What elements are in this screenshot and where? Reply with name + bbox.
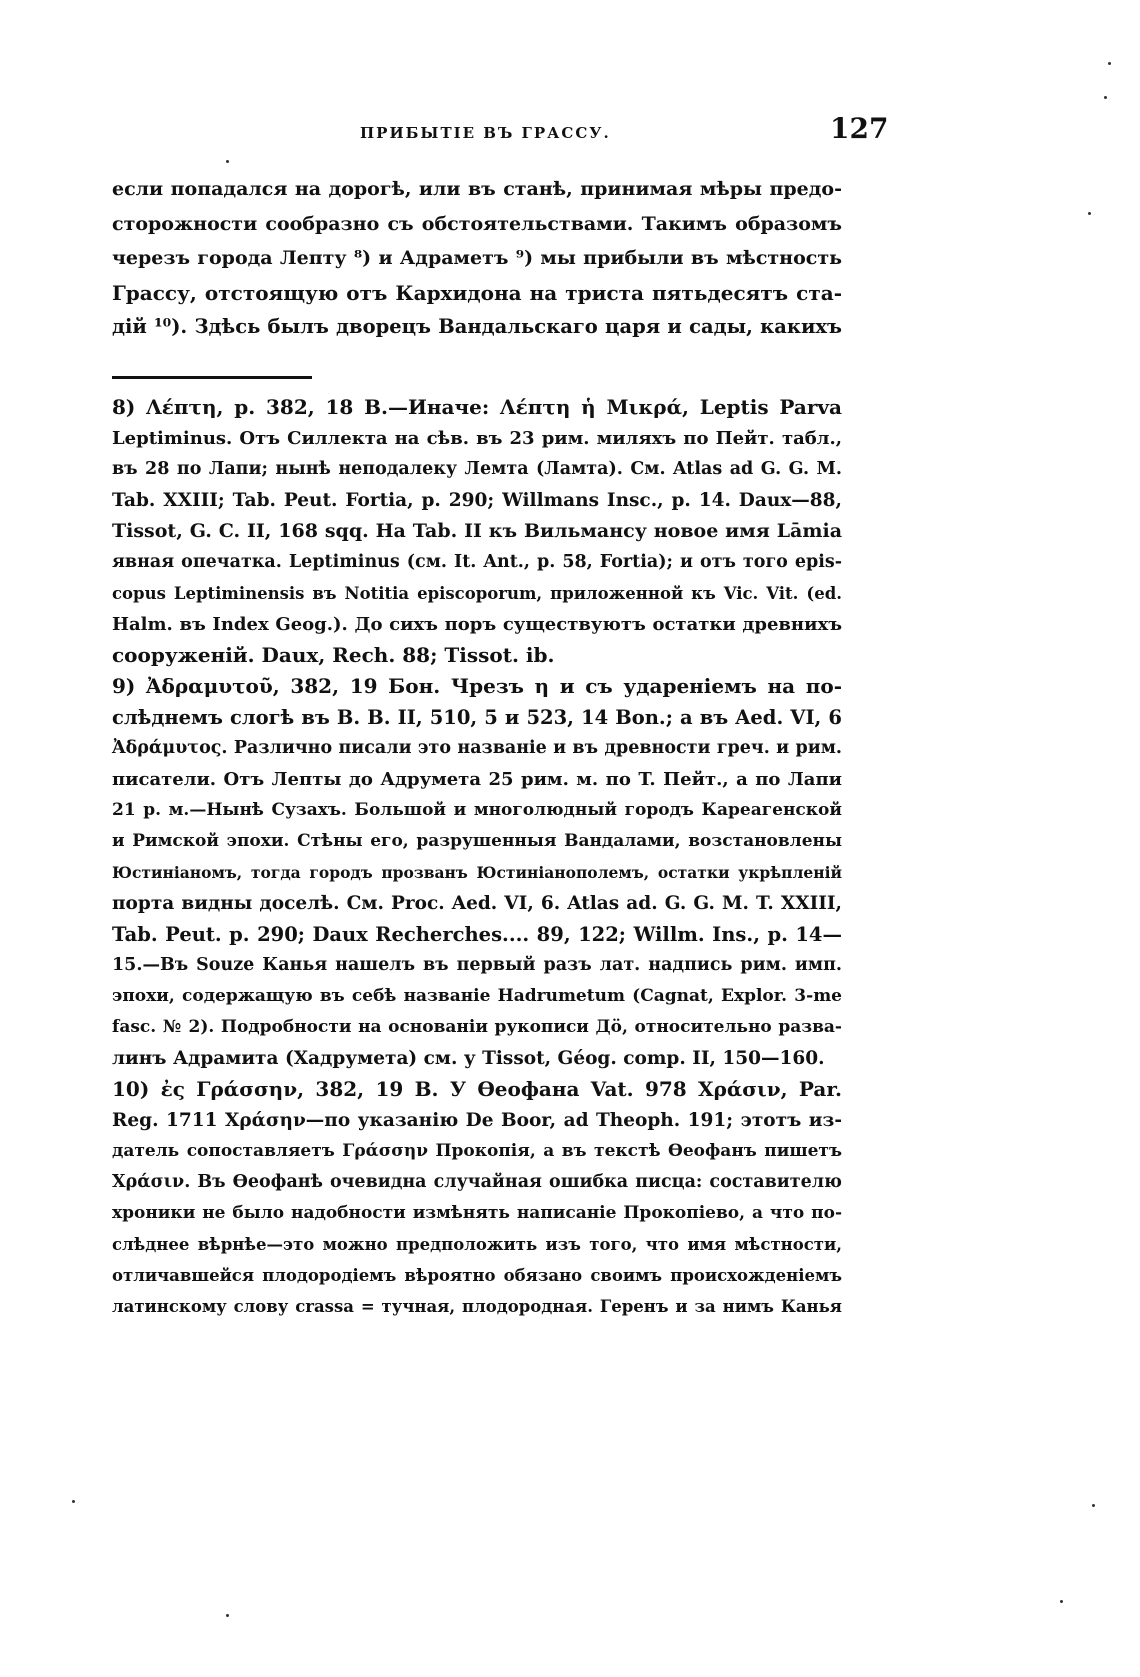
scan-speck [72,1500,75,1503]
text-line: черезъ города Лепту ⁸) и Адраметъ ⁹) мы прибыли въ мѣстность [112,247,842,269]
footnote-line: Leptiminus. Отъ Силлекта на сѣв. въ 23 рим. миляхъ по Пейт. табл., [112,428,842,449]
footnote-line: хроники не было надобности измѣнять написаніе Прокопіево, а что по- [112,1203,842,1223]
footnote-line: Юстиніаномъ, тогда городъ прозванъ Юстиніанополемъ, остатки укрѣпленій [112,863,842,882]
scan-speck [1092,1504,1095,1507]
text-line: дій ¹⁰). Здѣсь былъ дворецъ Вандальскаго царя и сады, какихъ [112,315,842,338]
footnote-line: Tab. Peut. p. 290; Daux Recherches.... 89, 122; Willm. Ins., p. 14— [112,923,842,946]
footnote-line: и Римской эпохи. Стѣны его, разрушенныя Вандалами, возстановлены [112,831,842,851]
scan-speck [1088,212,1091,215]
page-number: 127 [830,112,889,145]
text-line: если попадался на дорогѣ, или въ станѣ, принимая мѣры предо- [112,178,842,200]
running-head: ПРИБЫТІЕ ВЪ ГРАССУ. [360,124,611,142]
text-line: Грассу, отстоящую отъ Кархидона на триста пятьдесятъ ста- [112,280,842,305]
footnote-line: писатели. Отъ Лепты до Адрумета 25 рим. м. по T. Пейт., а по Лапи [112,769,842,790]
footnote-line: слѣднемъ слогѣ въ B. B. II, 510, 5 и 523, 14 Bon.; а въ Aed. VI, 6 [112,706,842,729]
footnote-line: Ἀδράμυτος. Различно писали это названіе и въ древности греч. и рим. [112,738,842,758]
footnote-line: 9) Ἀδραμυτοῦ, 382, 19 Бон. Чрезъ η и съ удареніемъ на по- [112,674,842,698]
footnote-line: 15.—Въ Souze Канья нашелъ въ первый разъ лат. надпись рим. имп. [112,955,842,975]
footnote-line: Χράσιν. Въ Өеофанѣ очевидна случайная ошибка писца: составителю [112,1172,842,1192]
footnote-line: copus Leptiminensis въ Notitia episcoporum, приложенной къ Vic. Vit. (ed. [112,584,842,603]
footnote-line: Tissot, G. C. II, 168 sqq. На Tab. II къ Вильмансу новое имя Lāmia [112,520,842,542]
footnote-line: Halm. въ Index Geog.). До сихъ поръ существуютъ остатки древнихъ [112,614,842,635]
footnote-line: Tab. XXIII; Tab. Peut. Fortia, p. 290; Willmans Insc., p. 14. Daux—88, [112,490,842,511]
text-line: сторожности сообразно съ обстоятельствами. Такимъ образомъ [112,212,842,235]
scan-speck [1060,1600,1063,1603]
footnote-line: латинскому слову crassa = тучная, плодородная. Геренъ и за нимъ Канья [112,1297,842,1316]
footnote-rule [112,376,312,379]
footnote-line: датель сопоставляетъ Γράσσην Прокопія, а въ текстѣ Өеофанъ пишетъ [112,1141,842,1161]
footnote-line: эпохи, содержащую въ себѣ названіе Hadrumetum (Cagnat, Explor. 3-me [112,986,842,1006]
footnote-line: слѣднее вѣрнѣе—это можно предположить изъ того, что имя мѣстности, [112,1235,842,1254]
scan-speck [1108,62,1111,65]
footnote-line: 10) ἐς Γράσσην, 382, 19 B. У Өеофана Vat. 978 Χράσιν, Par. [112,1077,842,1101]
footnote-line: порта видны доселѣ. См. Proc. Aed. VI, 6. Atlas ad. G. G. M. T. XXIII, [112,893,842,914]
scan-speck [1104,96,1107,99]
footnote-line: fasc. № 2). Подробности на основаніи рукописи Дö, относительно разва- [112,1017,842,1037]
footnote-line: 21 р. м.—Нынѣ Сузахъ. Большой и многолюдный городъ Кареагенской [112,800,842,820]
main-text [112,172,842,345]
footnote-line: линъ Адрамита (Хадрумета) см. у Tissot, Géog. comp. II, 150—160. [112,1048,825,1069]
footnote-line: сооруженій. Daux, Rech. 88; Tissot. ib. [112,643,555,667]
footnote-line: отличавшейся плодородіемъ вѣроятно обязано своимъ происхожденіемъ [112,1266,842,1285]
scan-speck [226,1614,229,1617]
footnote-line: Reg. 1711 Χράσην—по указанію De Boor, ad Theoph. 191; этотъ из- [112,1110,842,1131]
scan-speck [226,160,229,163]
footnotes [112,392,842,1322]
footnote-line: въ 28 по Лапи; нынѣ неподалеку Лемта (Ламта). См. Atlas ad G. G. M. [112,459,842,479]
footnote-line: 8) Λέπτη, p. 382, 18 B.—Иначе: Λέπτη ἡ Μικρά, Leptis Parva [112,395,842,419]
footnote-line: явная опечатка. Leptiminus (см. It. Ant., p. 58, Fortia); и отъ того epis- [112,552,842,572]
